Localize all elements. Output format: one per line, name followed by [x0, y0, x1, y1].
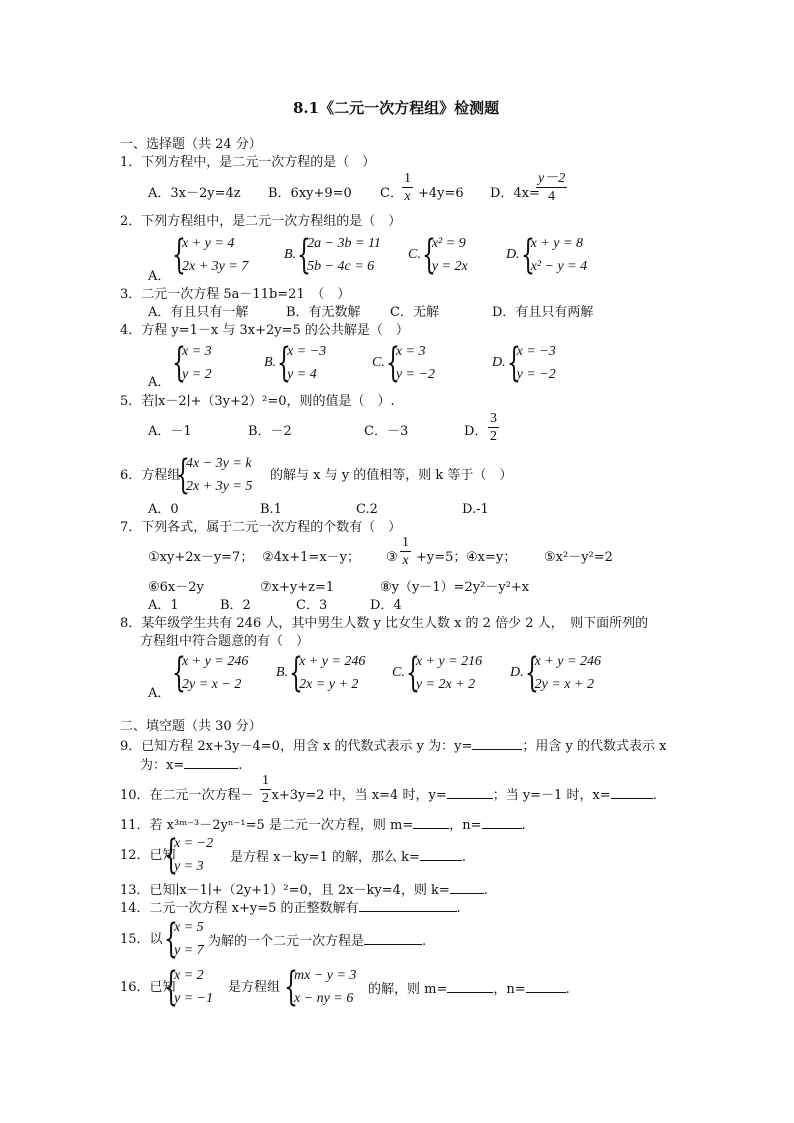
q7-option-b: B．2	[220, 598, 251, 613]
q5-option-b: B．－2	[248, 424, 292, 439]
q1-option-a: A．3x－2y=4z	[148, 186, 241, 201]
question-4-stem: 4．方程 y=1－x 与 3x+2y=5 的公共解是（ ）	[120, 323, 409, 338]
fraction-denominator: 4	[548, 189, 556, 204]
fraction-numerator: 1	[402, 535, 409, 550]
brace-icon: {	[176, 452, 190, 498]
brace-icon: {	[405, 650, 420, 696]
equation: x + y = 216	[415, 654, 483, 669]
q7-item-1: ①xy+2x－y=7；	[148, 550, 254, 565]
question-6-suffix: 的解与 x 与 y 的值相等，则 k 等于（ ）	[270, 468, 513, 483]
question-7-stem: 7．下列各式，属于二元一次方程的个数有（ ）	[120, 520, 402, 535]
brace-icon: {	[277, 340, 292, 386]
q10-fraction	[260, 772, 271, 807]
q13-text: 13．已知∣x－1∣+（2y+1）²=0，且 2x－ky=4，则 k=	[120, 883, 450, 898]
question-6-prefix: 6．方程组	[120, 468, 181, 483]
q6-option-b: B.1	[260, 502, 282, 517]
equation: x = −2	[174, 836, 214, 851]
q6-system	[176, 452, 252, 498]
equation: 2x = y + 2	[299, 677, 359, 692]
question-13	[120, 881, 488, 899]
q2-option-b-system	[284, 232, 381, 278]
brace-icon: {	[284, 964, 298, 1010]
fraction-denominator: 2	[490, 429, 497, 444]
equation: x + y = 246	[299, 654, 366, 669]
q4-option-d-system	[492, 340, 556, 386]
q2-option-c-system	[408, 232, 468, 278]
equation: x = 2	[174, 968, 204, 983]
equation: mx − y = 3	[294, 968, 357, 983]
q7-item-5: ⑤x²－y²=2	[544, 550, 613, 565]
answer-blank[interactable]	[611, 786, 653, 799]
q5-option-d-prefix: D．	[464, 424, 488, 439]
q2-option-a-label: A．	[148, 269, 171, 284]
equation: y = −2	[516, 367, 556, 382]
q16-text: 的解，则 m=	[368, 982, 448, 997]
q9-text: ；用含 y 的代数式表示 x	[522, 739, 667, 754]
question-10	[120, 786, 657, 804]
brace-icon: {	[421, 232, 436, 278]
equation: 2x + 3y = 7	[182, 259, 249, 274]
brace-icon: {	[297, 232, 312, 278]
equation: x + y = 246	[182, 654, 249, 669]
question-16-suffix	[368, 980, 570, 998]
brace-icon: {	[520, 232, 535, 278]
equation: y = −2	[395, 367, 435, 382]
equation: x − ny = 6	[294, 991, 354, 1006]
q6-option-c: C.2	[356, 502, 378, 517]
fraction-numerator: 1	[404, 171, 411, 186]
equation: y = 2x + 2	[415, 677, 476, 692]
q12-text: 是方程 x－ky=1 的解，那么 k=	[230, 850, 420, 865]
q5-option-d-fraction	[488, 410, 499, 445]
answer-blank[interactable]	[413, 816, 449, 829]
q3-option-a: A．有且只有一解	[148, 305, 249, 320]
q5-option-a: A．－1	[148, 424, 192, 439]
q16-system-equations	[284, 964, 356, 1010]
option-label: D.	[510, 665, 524, 680]
q1-option-b: B．6xy+9=0	[268, 186, 352, 201]
answer-blank[interactable]	[526, 980, 566, 993]
brace-icon: {	[289, 650, 304, 696]
question-1-stem: 1．下列方程中，是二元一次方程的是（ ）	[120, 155, 376, 170]
equation: 2a − 3b = 11	[307, 236, 381, 251]
q2-option-a-system	[172, 232, 248, 278]
equation: x + y = 4	[182, 236, 235, 251]
equation: 2y = x + 2	[534, 677, 594, 692]
q9-text: .	[238, 758, 243, 773]
question-16-prefix: 16．已知	[120, 980, 176, 995]
q4-option-a-system	[172, 340, 212, 386]
answer-blank[interactable]	[472, 737, 522, 750]
q8-option-d-system	[510, 650, 601, 696]
q8-option-c-system	[392, 650, 482, 696]
equation: y = 7	[174, 943, 204, 958]
section-heading-choice: 一、选择题（共 24 分）	[120, 137, 262, 152]
q11-text: .	[521, 818, 526, 833]
q3-option-c: C．无解	[390, 305, 439, 320]
answer-blank[interactable]	[450, 881, 484, 894]
q6-option-d: D.-1	[462, 502, 489, 517]
equation: y = 2x	[431, 259, 468, 274]
q3-option-b: B．有无数解	[286, 305, 361, 320]
brace-icon: {	[385, 340, 400, 386]
q11-text: 11．若 x³ᵐ⁻³－2yⁿ⁻¹=5 是二元一次方程，则 m=	[120, 818, 414, 833]
q1-option-c-prefix: C．	[380, 186, 403, 201]
equation: y = 3	[174, 859, 204, 874]
option-label: B.	[264, 355, 277, 370]
question-15-prefix: 15．以	[120, 932, 163, 947]
option-label: C.	[392, 665, 405, 680]
option-label: B.	[276, 665, 289, 680]
brace-icon: {	[506, 340, 521, 386]
answer-blank[interactable]	[184, 756, 238, 769]
q11-text: ，n=	[449, 818, 482, 833]
q15-text: .	[422, 934, 427, 949]
question-8-stem-line2: 方程组中符合题意的有（ ）	[140, 634, 310, 649]
q7-item-7: ⑦x+y+z=1	[260, 580, 335, 595]
answer-blank[interactable]	[420, 848, 462, 861]
answer-blank[interactable]	[364, 932, 422, 945]
q1-option-c-fraction	[402, 170, 413, 205]
q7-item-3-suffix: +y=5；	[416, 550, 467, 565]
q16-system-solution	[164, 964, 213, 1010]
q9-text: 为：x=	[140, 758, 185, 773]
fraction-numerator: y－2	[538, 171, 566, 186]
question-12-suffix	[230, 848, 466, 866]
equation: y = 2	[182, 367, 212, 382]
fraction-numerator: 1	[262, 773, 269, 788]
equation: y = −1	[174, 991, 214, 1006]
question-16-mid: 是方程组	[228, 980, 281, 995]
equation: x = 5	[174, 920, 204, 935]
equation: x = 3	[182, 344, 212, 359]
fraction-numerator: 3	[490, 411, 497, 426]
q12-text: .	[461, 850, 467, 865]
brace-icon: {	[172, 650, 186, 696]
fraction-denominator: x	[404, 189, 411, 204]
question-9-line1	[120, 737, 666, 755]
q7-item-4: ④x=y；	[466, 550, 517, 565]
q14-text: .	[456, 901, 461, 916]
section-heading-fill: 二、填空题（共 30 分）	[120, 719, 262, 734]
option-label: C.	[372, 355, 385, 370]
equation: 2y = x − 2	[182, 677, 242, 692]
answer-blank[interactable]	[482, 816, 522, 829]
fraction-denominator: 2	[262, 791, 269, 806]
brace-icon: {	[164, 964, 178, 1010]
q4-option-a-label: A．	[148, 375, 171, 390]
answer-blank[interactable]	[359, 899, 457, 912]
question-5-stem: 5．若∣x－2∣+（3y+2）²=0，则的值是（ ）.	[120, 394, 395, 409]
q2-option-d-system	[506, 232, 587, 278]
q7-item-6: ⑥6x－2y	[148, 580, 204, 595]
q9-text: 9．已知方程 2x+3y－4=0，用含 x 的代数式表示 y 为：y=	[120, 739, 473, 754]
answer-blank[interactable]	[447, 786, 493, 799]
q1-option-c-suffix: +4y=6	[418, 186, 464, 201]
brace-icon: {	[164, 832, 178, 878]
q8-option-a-label: A．	[148, 686, 171, 701]
q5-option-c: C．－3	[364, 424, 409, 439]
q10-text: .	[652, 788, 657, 803]
option-label: B.	[284, 247, 297, 262]
question-8-stem: 8．某年级学生共有 246 人，其中男生人数 y 比女生人数 x 的 2 倍少 2 人， 则下面所列的	[120, 616, 649, 631]
equation: 5b − 4c = 6	[307, 259, 375, 274]
fraction-denominator: x	[402, 553, 409, 568]
question-14	[120, 899, 461, 917]
q13-text: .	[483, 883, 488, 898]
question-12-prefix: 12．已知	[120, 848, 176, 863]
equation: x = −3	[516, 344, 556, 359]
q15-text: 为解的一个二元一次方程是	[208, 934, 365, 949]
q10-text: x+3y=2 中，当 x=4 时，y=	[271, 788, 447, 803]
q7-option-c: C．3	[296, 598, 328, 613]
equation: x² − y = 4	[530, 259, 588, 274]
brace-icon: {	[172, 232, 186, 278]
option-label: D.	[492, 355, 506, 370]
q10-text: ；当 y=－1 时，x=	[492, 788, 611, 803]
equation: x + y = 246	[534, 654, 601, 669]
question-2-stem: 2．下列方程组中，是二元一次方程组的是（ ）	[120, 214, 402, 229]
brace-icon: {	[164, 916, 178, 962]
q7-option-d: D．4	[370, 598, 402, 613]
q1-option-d-prefix: D．4x=	[490, 186, 540, 201]
q15-system	[164, 916, 204, 962]
brace-icon: {	[524, 650, 539, 696]
equation: x + y = 8	[530, 236, 583, 251]
option-label: C.	[408, 247, 421, 262]
equation: x = −3	[287, 344, 327, 359]
q7-item-8: ⑧y（y－1）=2y²－y²+x	[380, 580, 530, 595]
page-title: 8.1《二元一次方程组》检测题	[293, 99, 500, 117]
option-label: D.	[506, 247, 520, 262]
equation: x² = 9	[431, 236, 466, 251]
q16-text: .	[565, 982, 570, 997]
answer-blank[interactable]	[447, 980, 493, 993]
equation: 4x − 3y = k	[186, 456, 252, 471]
q8-option-a-system	[172, 650, 248, 696]
question-9-line2	[140, 756, 242, 774]
q7-item-3-fraction	[400, 534, 411, 569]
q4-option-b-system	[264, 340, 326, 386]
question-15-suffix	[208, 932, 426, 950]
q3-option-d: D．有且只有两解	[492, 305, 594, 320]
q8-option-b-system	[276, 650, 365, 696]
q4-option-c-system	[372, 340, 435, 386]
q10-text: 10．在二元一次方程－	[120, 788, 254, 803]
q6-option-a: A．0	[148, 502, 179, 517]
equation: x = 3	[395, 344, 426, 359]
q16-text: ，n=	[493, 982, 526, 997]
q7-option-a: A．1	[148, 598, 179, 613]
q7-item-3-prefix: ③	[386, 550, 398, 565]
equation: 2x + 3y = 5	[186, 479, 253, 494]
equation: y = 4	[287, 367, 317, 382]
question-3-stem: 3．二元一次方程 5a－11b=21 （ ）	[120, 287, 351, 302]
q7-item-2: ②4x+1=x－y；	[262, 550, 360, 565]
brace-icon: {	[172, 340, 186, 386]
q12-system	[164, 832, 213, 878]
q14-text: 14．二元一次方程 x+y=5 的正整数解有	[120, 901, 359, 916]
q1-option-d-fraction	[536, 170, 567, 205]
